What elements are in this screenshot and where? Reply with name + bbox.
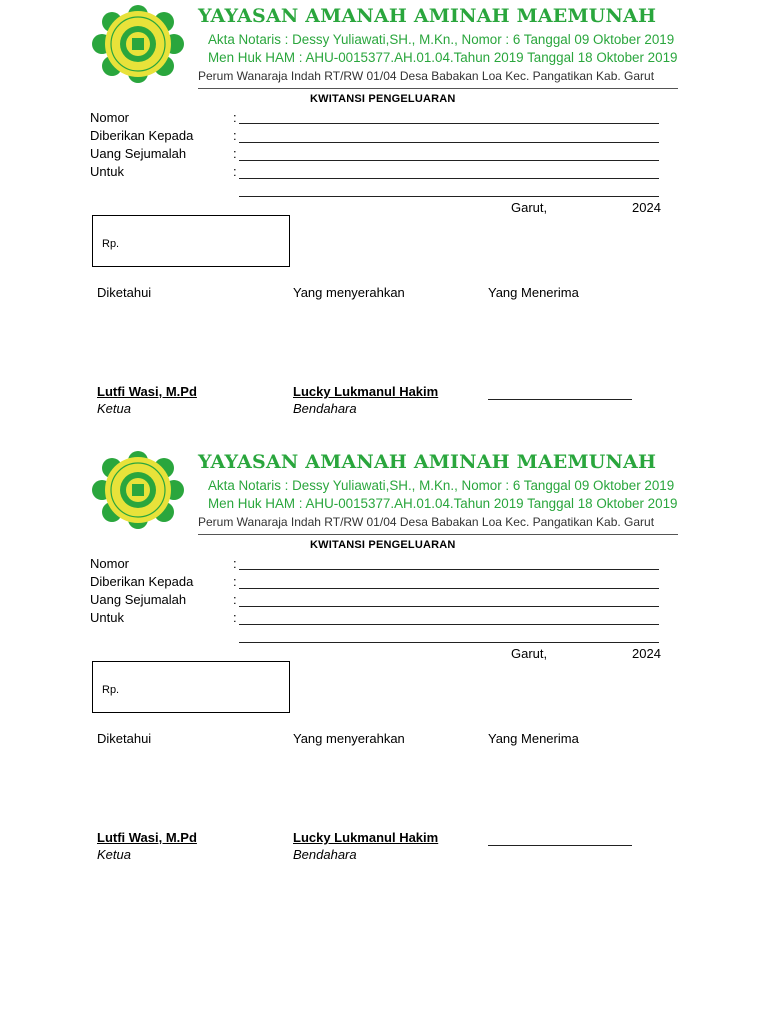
org-address: Perum Wanaraja Indah RT/RW 01/04 Desa Babakan Loa Kec. Pangatikan Kab. Garut [198,515,655,529]
colon-diberikan-kepada: : [233,574,237,589]
field-nomor-line[interactable] [239,569,659,570]
colon-diberikan-kepada: : [233,128,237,143]
field-diberikan-kepada-line[interactable] [239,588,659,589]
ministry-decree: Men Huk HAM : AHU-0015377.AH.01.04.Tahun 2019 Tanggal 18 Oktober 2019 [208,50,678,65]
signer-ketua-name: Lutfi Wasi, M.Pd [97,830,197,845]
label-untuk: Untuk [90,164,124,179]
field-untuk-line-2[interactable] [239,196,659,197]
colon-nomor: : [233,110,237,125]
colon-untuk: : [233,164,237,179]
label-nomor: Nomor [90,110,130,125]
header-divider [198,88,678,89]
label-diberikan-kepada: Diberikan Kepada [90,128,194,143]
signer-ketua-name: Lutfi Wasi, M.Pd [97,384,197,399]
role-diketahui: Diketahui [97,285,152,300]
field-nomor-line[interactable] [239,123,659,124]
role-yang-menyerahkan: Yang menyerahkan [293,285,405,300]
org-address: Perum Wanaraja Indah RT/RW 01/04 Desa Babakan Loa Kec. Pangatikan Kab. Garut [198,69,655,83]
date-place: Garut, [511,646,548,661]
amount-box[interactable] [92,661,290,713]
role-yang-menyerahkan: Yang menyerahkan [293,731,405,746]
signer-ketua-title: Ketua [97,847,131,862]
role-yang-menerima: Yang Menerima [488,731,579,746]
amount-label: Rp. [102,684,120,696]
field-uang-sejumalah-line[interactable] [239,606,659,607]
org-name: YAYASAN AMANAH AMINAH MAEMUNAH [198,451,657,473]
colon-untuk: : [233,610,237,625]
label-uang-sejumalah: Uang Sejumalah [90,592,187,607]
ministry-decree: Men Huk HAM : AHU-0015377.AH.01.04.Tahun 2019 Tanggal 18 Oktober 2019 [208,496,678,511]
date-year: 2024 [632,646,661,661]
receiver-signature-line[interactable] [488,845,632,846]
label-nomor: Nomor [90,556,130,571]
foundation-seal-icon [88,4,188,84]
colon-nomor: : [233,556,237,571]
colon-uang-sejumalah: : [233,592,237,607]
signer-ketua-title: Ketua [97,401,131,416]
label-diberikan-kepada: Diberikan Kepada [90,574,194,589]
colon-uang-sejumalah: : [233,146,237,161]
role-diketahui: Diketahui [97,731,152,746]
date-year: 2024 [632,200,661,215]
notary-deed: Akta Notaris : Dessy Yuliawati,SH., M.Kn., Nomor : 6 Tanggal 09 Oktober 2019 [208,32,675,47]
receipt-title: KWITANSI PENGELUARAN [310,93,456,105]
label-uang-sejumalah: Uang Sejumalah [90,146,187,161]
receipt-title: KWITANSI PENGELUARAN [310,539,456,551]
receiver-signature-line[interactable] [488,399,632,400]
foundation-seal-icon [88,450,188,530]
receipt-top [0,0,768,430]
field-diberikan-kepada-line[interactable] [239,142,659,143]
field-untuk-line[interactable] [239,624,659,625]
notary-deed: Akta Notaris : Dessy Yuliawati,SH., M.Kn., Nomor : 6 Tanggal 09 Oktober 2019 [208,478,675,493]
role-yang-menerima: Yang Menerima [488,285,579,300]
date-place: Garut, [511,200,548,215]
signer-bendahara-title: Bendahara [293,847,357,862]
header-divider [198,534,678,535]
amount-box[interactable] [92,215,290,267]
field-untuk-line-2[interactable] [239,642,659,643]
org-name: YAYASAN AMANAH AMINAH MAEMUNAH [198,5,657,27]
signer-bendahara-title: Bendahara [293,401,357,416]
signer-bendahara-name: Lucky Lukmanul Hakim [293,384,439,399]
label-untuk: Untuk [90,610,124,625]
signer-bendahara-name: Lucky Lukmanul Hakim [293,830,439,845]
field-untuk-line[interactable] [239,178,659,179]
receipt-bottom [0,446,768,876]
amount-label: Rp. [102,238,120,250]
field-uang-sejumalah-line[interactable] [239,160,659,161]
